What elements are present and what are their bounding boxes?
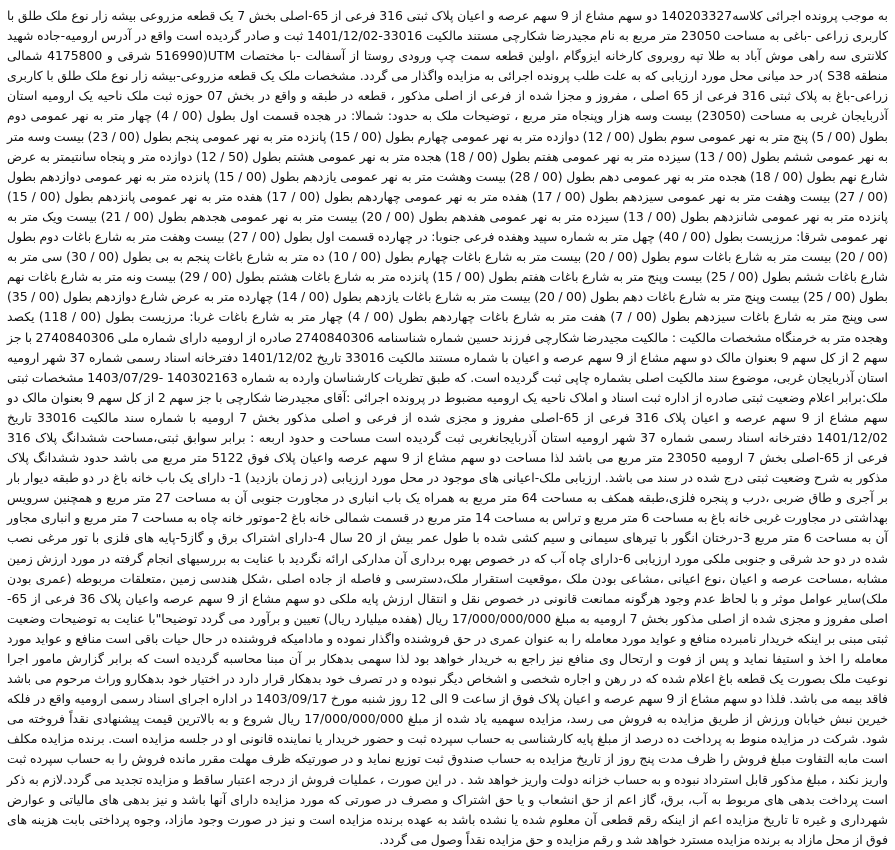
notice-body-text: به موجب پرونده اجرائی کلاسه140203327 دو سهم مشاع از 9 سهم عرصه و اعیان پلاک ثبتی 316 فرعی از 65-اصلی بخش 7 یک قطعه مزروعی بیشه زار نوع ملک طلق با کاربری زراعی -باغی به مساحت 23050 متر مربع به نام مجیدرضا شکارچی مستند مالکیت 33016-1401/12/02 ثبت و صادر گردیده است واقع در آدرس ارومیه-جاده شهید کلانتری سه راهی موش آباد به طلا تپه روبروی کارخانه ایزوگام ،اولین قطعه سمت چپ ورودی روستا از آسفالت -با مختصات UTM(516990 شرقی و 4175800 شمالی منطقه S38 )در حد میانی محل مورد ارزیابی که به علت طلب پرونده اجرائی به مزایده واگذار می گردد. مشخصات ملک یک قطعه مزروعی-بیشه زار نوع ملک طلق با کاربری زراعی-باغ به پلاک ثبتی 316 فرعی از 65 اصلی ، مفروز و مجزا شده از فرعی از اصلی مذکور ، قطعه در طبقه و واقع در بخش 07 حوزه ثبت ملک ناحیه یک ارومیه استان آذربایجان غربی به مساحت (23050) بیست وسه هزار وپنجاه متر مربع ، توضیحات ملک به حدود: شمالا: در هجده قسمت اول بطول (00 / 4) چهار متر به نهر عمومی دوم بطول (00 / 5) پنج متر به نهر عمومی سوم بطول (00 / 12) دوازده متر به نهر عمومی چهارم بطول (00 / 15) پانزده متر به نهر عمومی پنجم بطول (00 / 23) بیست وسه متر به نهر عمومی ششم بطول (00 / 13) سیزده متر به نهر عمومی هفتم بطول (00 / 18) هجده متر به نهر عمومی هشتم بطول (50 / 12) دوازده متر و پنجاه سانتیمتر به عرض شارع نهم بطول (00 / 18) هجده متر به نهر عمومی دهم بطول (00 / 28) بیست وهشت متر به نهر عمومی یازدهم بطول (00 / 15) پانزده متر به نهر عمومی دوازدهم بطول (00 / 27) بیست وهفت متر به نهر عمومی سیزدهم بطول (00 / 17) هفده متر به نهر عمومی چهاردهم بطول (00 / 17) هفده متر به نهر عمومی پانزدهم بطول (00 / 15) پانزده متر به نهر عمومی شانزدهم بطول (00 / 13) سیزده متر به نهر عمومی هفدهم بطول (00 / 20) بیست متر به نهر عمومی هجدهم بطول (00 / 21) بیست ویک متر به نهر عمومی شرقا: مرزیست بطول (00 / 40) چهل متر به شماره سپید وهفده فرعی جنوبا: در چهارده قسمت اول بطول (00 / 27) بیست وهفت متر به شارع باغات دوم بطول (00 / 20) بیست متر به شارع باغات سوم بطول (00 / 20) بیست متر به شارع باغات چهارم بطول (00 / 10) ده متر به شارع باغات پنجم به بی بطول (00 / 30) سی متر به شارع باغات ششم بطول (00 / 25) بیست وپنج متر به شارع باغات هفتم بطول (00 / 15) پانزده متر به شارع باغات هشتم بطول (00 / 29) بیست ونه متر به شارع باغات نهم بطول (00 / 25) بیست وپنج متر به شارع باغات دهم بطول (00 / 20) بیست متر به شارع باغات یازدهم بطول (00 / 14) چهارده متر به عرض شارع دوازدهم بطول (00 / 35) سی وپنج متر به شارع باغات سیزدهم بطول (00 / 7) هفت متر به شارع باغات چهاردهم بطول (00 / 4) چهار متر به شارع باغات غربا: مرزیست بطول (00 / 118) یکصد وهجده متر به خرمنگاه مشخصات مالکیت : مالکیت مجیدرضا شکارچی فرزند حسین شماره شناسنامه 2740840306 صادره از ارومیه دارای شماره ملی 2740840306 با جز سهم 2 از کل سهم 9 بعنوان مالک دو سهم مشاع از 9 سهم عرصه و اعیان با شماره مستند مالکیت 33016 تاریخ 1401/12/02 دفترخانه اسناد رسمی شماره 37 شهر ارومیه استان آذربایجان غربی، موضوع سند مالکیت اصلی بشماره چاپی ثبت گردیده است. که طبق تظریات کارشناسان وارده به شماره 140302163 -1403/07/29 مشخصات ثبتی ملک:برابر اعلام وضعیت ثبتی صادره از اداره ثبت اسناد و املاک ناحیه یک ارومیه مضبوط در پرونده اجرائی :آقای مجیدرضا شکارچی با جز سهم 2 از کل سهم 9 بعنوان مالک دو سهم مشاع از 9 سهم عرصه و اعیان پلاک 316 فرعی از 65-اصلی مفروز و مجزی شده از فرعی و اصلی مذکور بخش 7 ارومیه با شماره سند مالکیت 33016 تاریخ 1401/12/02 دفترخانه اسناد رسمی شماره 37 شهر ارومیه استان آذربایجانغربی ثبت گردیده است مساحت و حدود اربعه : برابر سوابق ثبتی،مساحت ششدانگ پلاک 316 فرعی از 65-اصلی بخش 7 ارومیه 23050 متر مربع می باشد لذا مساحت دو سهم مشاع از 9 سهم عرصه واعیان پلاک فوق 5122 متر مربع می باشد حدود ششدانگ پلاک مذکور به شرح وضعیت ثبتی درج شده در سند می باشد. ارزیابی ملک-اعیانی های موجود در محل مورد ارزیابی (در زمان بازدید) 1- دارای یک باب خانه باغ در دو طبقه دیوار بار بر آجری و طاق ضربی ،درب و پنجره فلزی،طبقه همکف به مساحت 64 متر مربع به همراه یک باب انباری در مجاورت جنوبی آن به مساحت 27 متر مربع و همچنین سرویس بهداشتی در مجاورت غربی خانه باغ به مساحت 6 متر مربع و تراس به مساحت 14 متر مربع در قسمت شمالی خانه باغ 2-موتور خانه چاه به مساحت 7 متر مربع و انباری مجاور آن به مساحت 6 متر مربع 3-درختان انگور با تیرهای سیمانی و سیم کشی شده با طول عمر بیش از 20 سال 4-دارای اشتراک برق و گاز5-پایه های فلزی با تور مرغی نصب شده در دو حد شرقی و جنوبی ملکی مورد ارزیابی 6-دارای چاه آب که در خصوص بهره برداری آن مدارکی ارائه نگردید با عنایت به بررسیهای انجام گرفته در مورد ارزش زمین مشابه ،مساحت عرصه و اعیان ،نوع اعیانی ،مشاعی بودن ملک ،موقعیت استقرار ملک،دسترسی و فاصله از جاده اصلی ،شکل هندسی زمین ،متعلقات مربوطه (عمری بودن ملک)سایر عوامل موثر و با لحاظ عدم وجود هرگونه ممانعت قانونی در خصوص نقل و انتقال ارزش پایه ملکی دو سهم مشاع از 9 سهم عرصه واعیان پلاک 36 فرعی از 65-اصلی مفروز و مجزی شده از اصلی مذکور بخش 7 ارومیه به مبلغ 17/000/000/000 ریال (هفده میلیارد ریال) تعیین و برآورد می گردد توضیحا"با عنایت به توضیحات وضعیت ثبتی مبنی بر اینکه خریدار نامبرده منافع و عواید مورد معامله را به عنوان عمری در حق فروشنده واگذار نموده و مادامیکه فروشنده در حال حیات باقی است منافع و عواید مورد معامله را اخذ و استیفا نماید و پس از فوت و ارتحال وی منافع نیز راجع به خریدار خواهد بود لذا سهمی بدهکار بر آن مبنا محاسبه گردیده است که برابر گزارش مامور اجرا نوعیت ملک بصورت یک قطعه باغ اعلام شده که در رهن و اجاره شخصی و اشخاص دیگر نبوده و در تصرف خود بدهکار قرار دارد در اختیار خود بدهکارو وراث مرحوم می باشد فاقد بیمه می باشد. فلذا دو سهم مشاع از 9 سهم عرصه و اعیان پلاک فوق از ساعت 9 الی 12 روز شنبه مورخ 1403/09/17 در اداره اجرای اسناد رسمی ارومیه واقع در فلکه خیرین نبش خیابان ورزش از طریق مزایده به فروش می رسد، مزایده سهمیه یاد شده از مبلغ 17/000/000/000 ریال شروع و به بالاترین قیمت پیشنهادی نقداً فروخته می شود. شرکت در مزایده منوط به پرداخت ده درصد از مبلغ پایه کارشناسی به حساب سپرده ثبت و حضور خریدار یا نماینده قانونی او در جلسه مزایده است. برنده مزایده مکلف است مابه التفاوت مبلغ فروش را ظرف مدت پنج روز از تاریخ مزایده به حساب صندوق ثبت توزیع نماید و در صورتیکه ظرف مهلت مقرر مانده فروش را به حساب سپرده ثبت واریز نکند ، مبلغ مذکور قابل استرداد نبوده و به حساب خزانه دولت واریز خواهد شد . در این صورت ، عملیات فروش از درجه اعتبار ساقط و مزایده تجدید می گردد.لازم به ذکر است پرداخت بدهی های مربوط به آب، برق، گاز اعم از حق انشعاب و یا حق اشتراک و مصرف در صورتی که مورد مزایده دارای آنها باشد و نیز بدهی های مالیاتی و عوارض شهرداری و غیره تا تاریخ مزایده اعم از اینکه رقم قطعی آن معلوم شده یا نشده باشد به عهده برنده مزایده است و نیز در صورت وجود مازاد، وجوه پرداختی بابت هزینه های فوق از محل مازاد به برنده مزایده مسترد خواهد شد و رقم مزایده و حق مزایده نقداً وصول می گردد.: [7, 8, 889, 847]
